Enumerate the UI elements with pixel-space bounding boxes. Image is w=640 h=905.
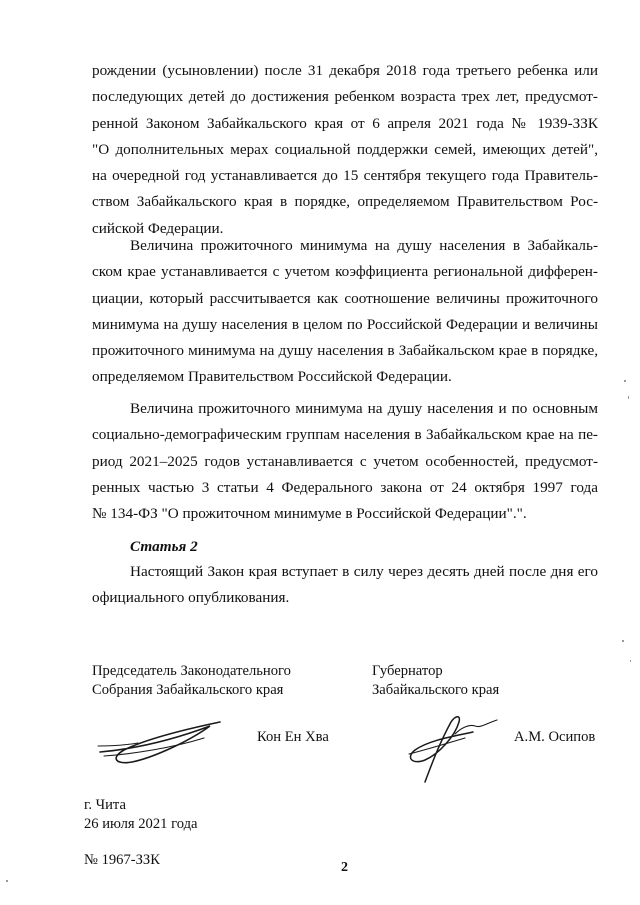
governor-title-line: Губернатор xyxy=(372,663,443,679)
scan-speck xyxy=(622,640,624,642)
chairman-signature-icon xyxy=(92,712,232,772)
text-line: ренной Законом Забайкальского края от 6 апреля 2021 года № 1939-ЗЗК xyxy=(92,114,598,132)
paragraph-3 xyxy=(92,396,598,527)
text-line: определяемом Правительством Российской Федерации. xyxy=(92,368,452,386)
paragraph-2 xyxy=(92,233,598,391)
text-line: последующих детей до достижения ребенком возраста трех лет, предусмот- xyxy=(92,88,598,106)
text-line: Настоящий Закон края вступает в силу через десять дней после дня его xyxy=(130,563,598,580)
text-line: циации, который рассчитывается как соотношение величины прожиточного xyxy=(92,289,598,307)
text-line: социально-демографическим группам населения в Забайкальском крае на пе- xyxy=(92,426,598,444)
scan-speck xyxy=(630,660,631,662)
place-date xyxy=(84,796,197,834)
scan-speck xyxy=(6,880,8,882)
article-2-text xyxy=(92,559,598,612)
text-line: ренных частью 3 статьи 4 Федерального закона от 24 октября 1997 года xyxy=(92,478,598,496)
page-number: 2 xyxy=(341,860,348,875)
text-line: сийской Федерации. xyxy=(92,219,224,237)
governor-title xyxy=(372,662,499,700)
chairman-name: Кон Ен Хва xyxy=(257,729,329,745)
text-line: № 134-ФЗ "О прожиточном минимуме в Российской Федерации".". xyxy=(92,505,527,523)
text-line: официального опубликования. xyxy=(92,589,290,607)
scan-speck xyxy=(628,396,629,399)
governor-title-line: Забайкальского края xyxy=(372,682,500,698)
text-line: ском крае устанавливается с учетом коэффициента региональной дифферен- xyxy=(92,263,598,281)
place: г. Чита xyxy=(84,797,126,813)
governor-name: А.М. Осипов xyxy=(514,729,596,745)
paragraph-1 xyxy=(92,58,598,242)
chairman-title-line: Председатель Законодательного xyxy=(92,663,291,679)
governor-signature-icon xyxy=(395,710,505,786)
scan-speck xyxy=(624,380,626,382)
text-line: ством Забайкальского края в порядке, определяемом Правительством Рос- xyxy=(92,193,598,211)
text-line: рождении (усыновлении) после 31 декабря 2018 года третьего ребенка или xyxy=(92,62,598,79)
text-line: риод 2021–2025 годов устанавливается с учетом особенностей, предусмот- xyxy=(92,452,598,470)
date: 26 июля 2021 года xyxy=(84,816,198,832)
text-line: прожиточного минимума на душу населения в Забайкальском крае в порядке, xyxy=(92,342,598,360)
text-line: Величина прожиточного минимума на душу населения и по основным xyxy=(130,400,598,417)
text-line: Величина прожиточного минимума на душу населения в Забайкаль- xyxy=(130,237,598,254)
chairman-title xyxy=(92,662,291,700)
text-line: на очередной год устанавливается до 15 сентября текущего года Правитель- xyxy=(92,167,598,185)
article-heading: Статья 2 xyxy=(130,538,198,555)
chairman-title-line: Собрания Забайкальского края xyxy=(92,682,284,698)
law-number: № 1967-ЗЗК xyxy=(84,852,160,868)
text-line: "О дополнительных мерах социальной поддержки семей, имеющих детей", xyxy=(92,140,598,158)
text-line: минимума на душу населения в целом по Российской Федерации и величины xyxy=(92,315,598,333)
